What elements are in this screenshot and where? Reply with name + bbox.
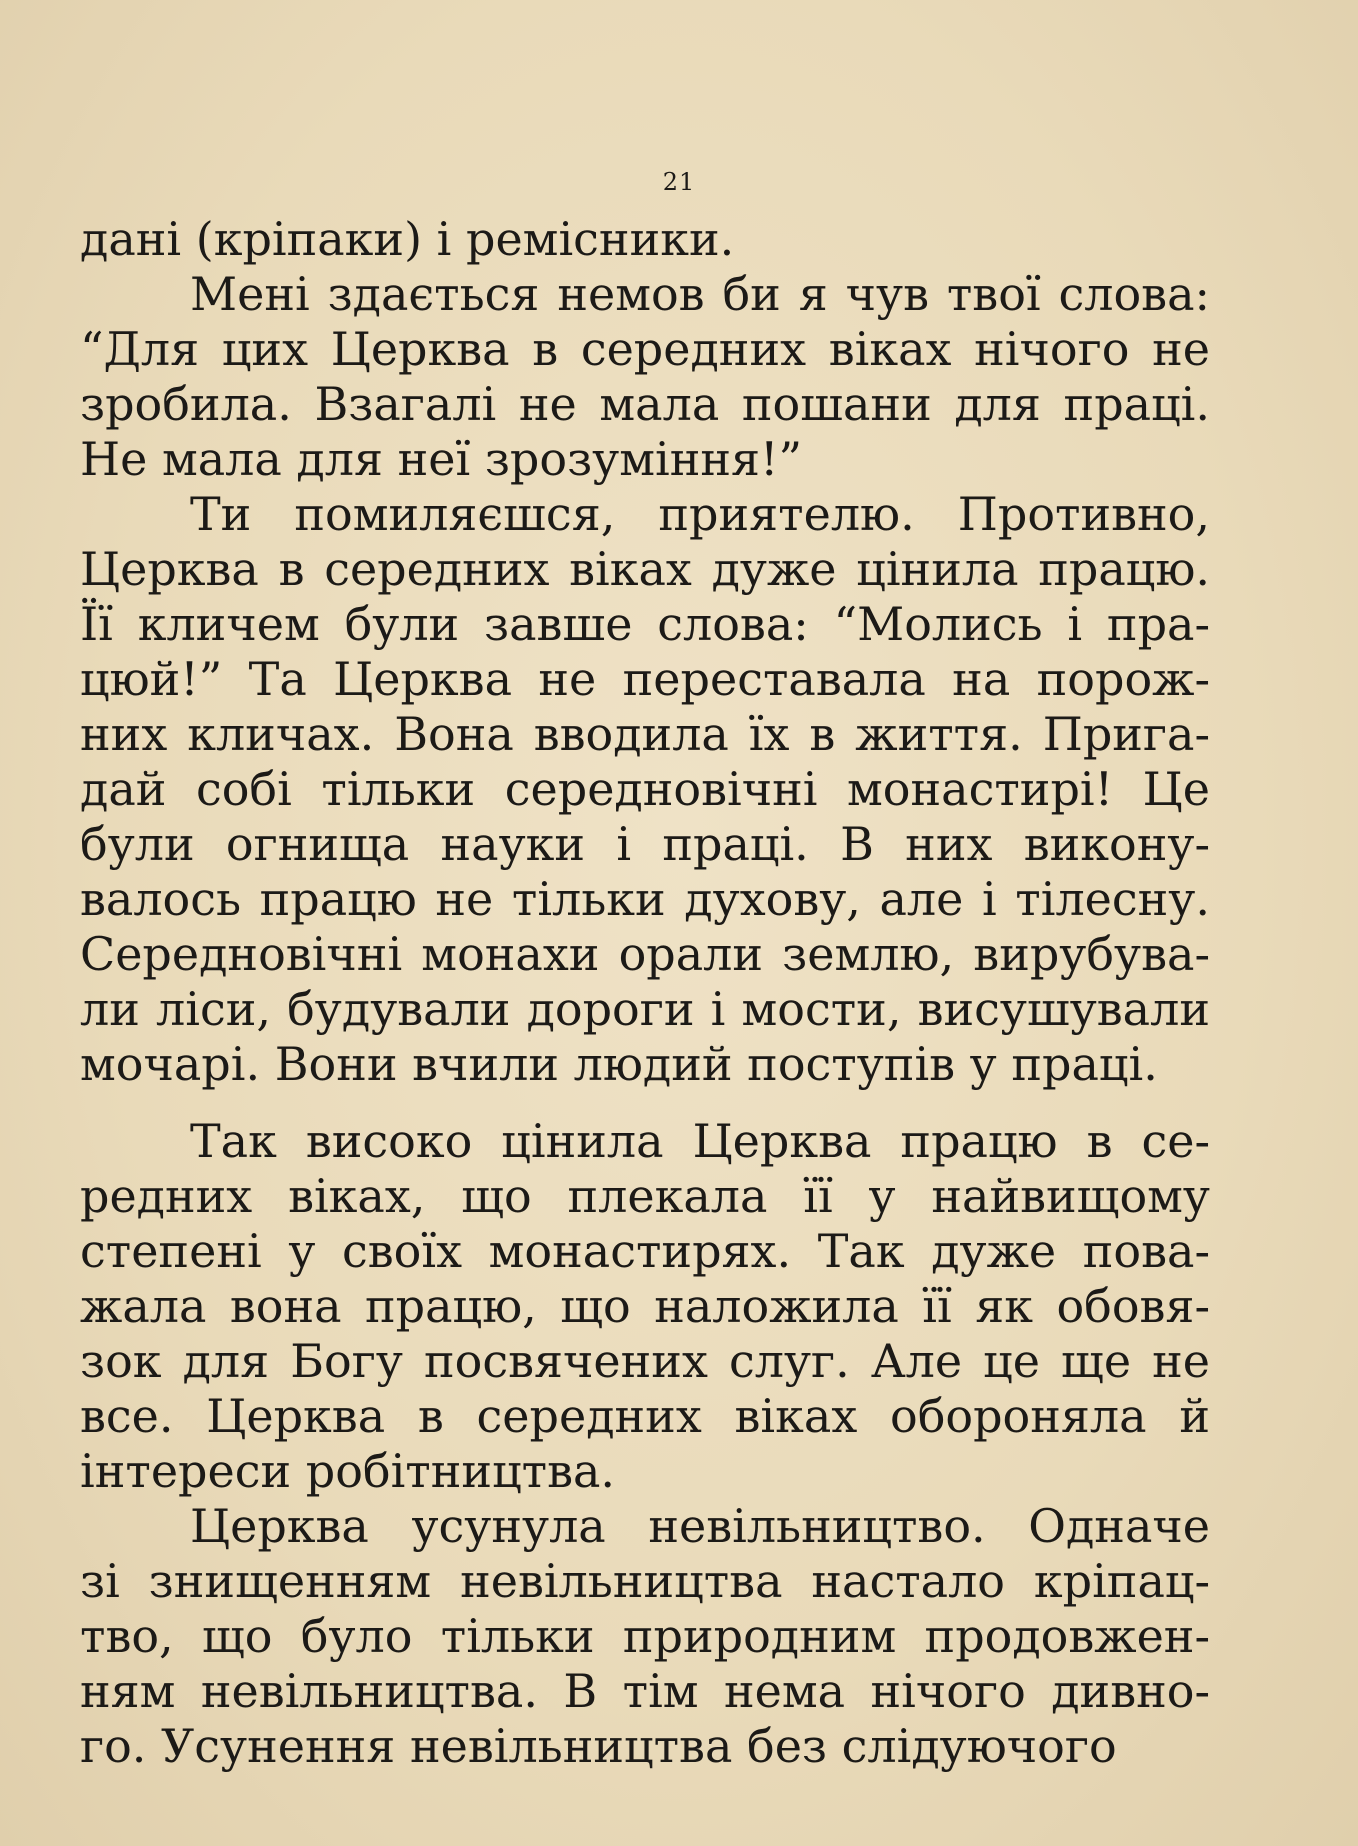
text-line: жала вона працю, що наложила її як обовя- — [80, 1279, 1210, 1333]
text-line: зі знищенням невільництва настало кріпац- — [80, 1554, 1210, 1608]
text-line: цюй!” Та Церква не переставала на порож- — [80, 652, 1210, 706]
paragraph — [80, 1114, 1210, 1499]
text-line: мочарі. Вони вчили людий поступів у праці. — [80, 1037, 1158, 1091]
text-line: все. Церква в середних віках обороняла й — [80, 1389, 1210, 1443]
paragraph — [80, 212, 1210, 267]
text-line: редних віках, що плекала її у найвищому — [80, 1169, 1210, 1223]
text-line: Середновічні монахи орали землю, вирубува- — [80, 927, 1210, 981]
paragraph — [80, 1499, 1210, 1774]
text-line: тво, що було тільки природним продовжен- — [80, 1609, 1210, 1663]
text-line: валось працю не тільки духову, але і тілесну. — [80, 872, 1210, 926]
paragraph — [80, 267, 1210, 487]
text-line: Мені здається немов би я чув твої слова: — [190, 267, 1210, 321]
text-line: зробила. Взагалі не мала пошани для праці. — [80, 377, 1210, 431]
text-line: Ти помиляєшся, приятелю. Противно, — [190, 487, 1210, 541]
text-line: них кличах. Вона вводила їх в життя. Пригa- — [80, 707, 1210, 761]
text-line: були огнища науки і праці. В них викону- — [80, 817, 1210, 871]
text-line: Церква усунула невільництво. Одначе — [190, 1499, 1210, 1553]
text-line: ням невільництва. В тім нема нічого дивно- — [80, 1664, 1210, 1718]
text-line: ли ліси, будували дороги і мости, висушували — [80, 982, 1210, 1036]
text-line: дай собі тільки середновічні монастирі! Це — [80, 762, 1210, 816]
text-line: зок для Богу посвячених слуг. Але це ще не — [80, 1334, 1210, 1388]
paragraph — [80, 487, 1210, 1092]
body-text — [80, 212, 1210, 1774]
text-line: Так високо цінила Церква працю в се- — [190, 1114, 1210, 1168]
paragraph-gap — [80, 1092, 1210, 1114]
text-line: “Для цих Церква в середних віках нічого не — [80, 322, 1210, 376]
text-line: дані (кріпаки) і ремісники. — [80, 212, 735, 266]
text-line: Її кличем були завше слова: “Молись і пра- — [80, 597, 1210, 651]
text-line: Церква в середних віках дуже цінила працю. — [80, 542, 1210, 596]
text-line: степені у своїх монастирях. Так дуже пова- — [80, 1224, 1210, 1278]
text-line: Не мала для неї зрозуміння!” — [80, 432, 803, 486]
page-number: 21 — [662, 168, 696, 196]
text-line: го. Усунення невільництва без слідуючого — [80, 1719, 1117, 1773]
text-line: інтереси робітництва. — [80, 1444, 616, 1498]
